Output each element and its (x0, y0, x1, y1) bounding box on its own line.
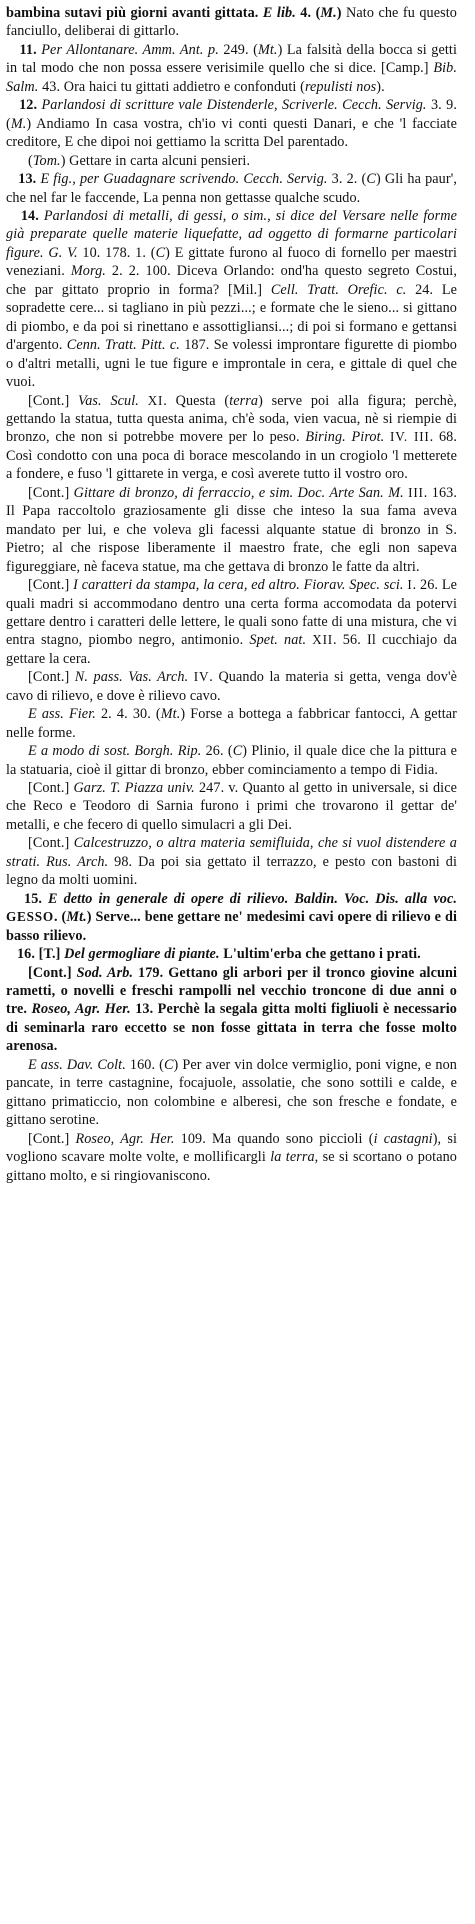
entry-text: [Cont.] (28, 484, 74, 501)
citation-text: Per Allontanare. Amm. Ant. p. (41, 41, 219, 58)
entry-text: [Cont.] (28, 964, 77, 981)
entry-text: Nato che fu questo fanciullo, deliberai di gittarlo. (6, 5, 458, 40)
entry-text: ) La falsità della bocca si getti in tal modo che non possa essere verisimile quello che si dice. [Camp.] (6, 41, 457, 77)
citation-text: Tom. (32, 152, 61, 169)
entry-text: ) Serve... (86, 909, 145, 926)
citation-text: Mt. (66, 909, 87, 926)
citation-text: Sod. Arb. (76, 964, 134, 981)
sense-number: ] (55, 946, 65, 963)
entry-text: 2. 2. 100. Diceva Orlando: ond'ha questo segreto Costui, che par gittato proprio in forma? [Mil.] (6, 263, 457, 298)
entry-text: 187. Se volessi improntare figurette di piombo o d'altri metalli, ugni le tue figure e improntale in cera, e gittale di quel che vuoi. (6, 337, 457, 391)
entry-text: ) Per aver vin dolce vermiglio, poni vigne, e non pancate, in terre castagnine, focajuole, assolatie, che sono sottili e calde, e gittano primaticcio, non colombine e alberesi, che son fresche e fondate, e gittano serotine. (6, 1056, 457, 1129)
entry-paragraph (6, 392, 457, 484)
citation-text: I caratteri da stampa, la cera, ed altro. Fiorav. Spec. sci. (73, 577, 404, 594)
entry-paragraph (6, 945, 457, 963)
citation-text: Cell. Tratt. Orefic. c. (270, 281, 407, 298)
entry-text: XI (147, 392, 164, 408)
entry-paragraph (6, 170, 457, 207)
entry-text: 24. Le sopradette cere... si tagliano in più pezzi...; e formate che le sieno... si gittano di piombo, e da poi si rinettano e assottigliansi...; di poi si formano e gettansi d'argento. (6, 281, 457, 354)
entry-text: ) serve poi alla figura; perchè, gettando la statua, tutta questa anima, ch'è soda, vien vacua, nè si riempie di bronzo, che non si potrebbe movere per lo peso. (6, 392, 457, 446)
entry-text: 2. 4. 30. ( (95, 706, 161, 723)
entry-text: 160. ( (125, 1056, 164, 1073)
entry-paragraph (6, 1130, 457, 1185)
entry-text: ) Andiamo In casa vostra, ch'io vi conti questi Danari, e che 'l facciate creditore, E che dipoi noi gettiamo la scritta Del parentado. (6, 115, 457, 151)
entry-text: 109. Ma quando sono piccioli ( (174, 1130, 374, 1147)
entry-text: [Cont.] (28, 392, 79, 409)
sense-number: 15. (24, 890, 49, 907)
entry-text: ) Forse a bottega a fabbricar fantocci, A gettar nelle forme. (6, 706, 457, 741)
entry-text: . Questa ( (163, 392, 230, 409)
entry-text (6, 946, 17, 962)
sense-number: T. (43, 946, 56, 963)
entry-text (6, 171, 18, 187)
citation-text: Gittare di bronzo, di ferraccio, e sim. Doc. Arte San. M. (73, 484, 404, 501)
entry-paragraph (6, 96, 457, 151)
entry-text: [Cont.] (28, 577, 74, 594)
entry-text (6, 97, 19, 113)
citation-text: E ass. Fier. (28, 706, 96, 723)
entry-text: 3. 9. ( (6, 97, 457, 132)
entry-text: IV. III (390, 429, 430, 445)
entry-text: L'ultim'erba che gettano i prati. (219, 946, 421, 963)
citation-text: E lib. (262, 5, 296, 21)
entry-text: . 56. Il cucchiajo da gettare la cera. (6, 632, 458, 667)
entry-text: [Cont.] (28, 835, 74, 852)
entry-paragraph (6, 834, 457, 889)
citation-text: Vas. Scul. (78, 392, 139, 409)
entry-text: IV (193, 669, 210, 685)
entry-text: 247. v. Quanto al getto in universale, si dice che Reco e Teodoro di Sarnia furono i primi che trovarono il gettar de' metalli, e che fecero di quello simulacri a gli Dei. (6, 780, 457, 833)
citation-text: E fig., per Guadagnare scrivendo. Cecch. Servig. (40, 171, 328, 188)
citation-text: Garz. T. Piazza univ. (73, 780, 195, 797)
entry-text: ). (376, 78, 385, 95)
entry-text (6, 891, 24, 907)
entry-paragraph (6, 705, 457, 742)
entry-paragraph (6, 1056, 457, 1130)
entry-text: . ( (53, 909, 67, 926)
entry-paragraph (6, 668, 457, 705)
citation-text: i castagni (373, 1130, 433, 1147)
entry-text: ) Gettare in carta alcuni pensieri. (60, 152, 251, 169)
citation-text: Morg. (70, 263, 106, 280)
citation-text: Spet. nat. (249, 632, 307, 649)
sense-number: 12. (19, 97, 42, 114)
entry-text: bene gettare ne' medesimi cavi opere di rilievo e di basso rilievo. (6, 909, 457, 944)
entry-text: XII (312, 632, 333, 648)
citation-text: Cenn. Tratt. Pitt. c. (66, 337, 180, 354)
entry-text: 98. Da poi sia gettato il terrazzo, e pesto con bastoni di legno da molti uomini. (6, 853, 457, 889)
citation-text: E detto in generale di opere di rilievo. Baldin. Voc. Dis. alla voc. (48, 890, 457, 907)
entry-text: . 26. Le quali madri si accommodano dentro una certa forma accomodata da potervi gettare dentro i caratteri delle lettere, le quali sono fatte di una mistura, che vi entra stagno, piombo negro, antimonio. (6, 577, 457, 649)
citation-text: Mt. (160, 706, 181, 723)
entry-text: [Cont.] (28, 1130, 76, 1147)
citation-text: N. pass. Vas. Arch. (74, 669, 189, 686)
entry-text: ( (28, 152, 33, 169)
entry-text: 43. Ora haici tu gittati addietro e confonduti ( (38, 78, 305, 95)
entry-text: 26. ( (201, 743, 233, 760)
entry-text: ) E gittate furono al fuoco di fornello per maestri veneziani. (6, 244, 458, 280)
entry-text: 4. ( (295, 5, 321, 21)
entry-text: III (408, 484, 424, 500)
citation-text: E a modo di sost. Borgh. Rip. (28, 743, 202, 760)
entry-text (6, 208, 21, 224)
entry-paragraph (6, 4, 457, 41)
citation-text: C (232, 743, 243, 760)
entry-text: ), si vogliono scavare molte volte, e mollificargli (6, 1130, 457, 1166)
citation-text: Parlandosi di metalli, di gessi, o sim., si dice del Versare nelle forme già preparate quelle materie liquefatte, ad oggetto di formarne particolari figure. G. V. (6, 207, 457, 261)
citation-text: repulisti nos (304, 78, 377, 95)
entry-text: [Cont.] (28, 669, 75, 686)
entry-text (139, 393, 148, 409)
citation-text: Parlandosi di scritture vale Distenderle, Scriverle. Cecch. Servig. (41, 97, 427, 114)
entry-text: . 163. Il Papa raccoltolo graziosamente gli disse che inteso la sua fama aveva mandato per lui, e che voleva gli facessi alquante statue di bronzo in S. Pietro; al che rispose liberamente il maestro frate, che egli non sapeva figureggiare, nè faceva statue, ma che gettava di bronzo le fatte da altri. (6, 484, 457, 575)
citation-text: M. (320, 5, 337, 21)
entry-text: I (407, 577, 413, 593)
citation-text: C (366, 171, 376, 188)
entry-text: GESSO (6, 909, 54, 925)
citation-text: Calcestruzzo, o altra materia semifluida, che si vuol distendere a strati. Rus. Arch. (6, 835, 457, 870)
entry-text: 179. Gettano gli arbori per il tronco giovine alcuni rametti, o novelli e freschi rampolli nel vecchio troncone di due anni o tre. (6, 964, 457, 1018)
citation-text: terra (229, 392, 259, 409)
entry-text: 10. 178. 1. ( (77, 244, 156, 261)
entry-text: 13. Perchè la segala gitta molti figliuoli è necessario di seminarla raro eccetto se non fosse gittata in terra che fosse molto arenosa. (6, 1001, 457, 1055)
entry-text: ) Gli ha paur', che nel far le faccende, La penna non gettasse qualche scudo. (6, 171, 458, 206)
entry-paragraph (6, 779, 457, 834)
sense-number: 16. [ (16, 946, 44, 963)
citation-text: C (163, 1056, 174, 1073)
entry-text: . 68. Così condotto con una poca di borace mescolando in un crogiolo 'l metterete a fondere, e fuso 'l gittarete in verga, e così averete tutto il vostro oro. (6, 429, 457, 483)
entry-paragraph (6, 207, 457, 392)
entry-text: , se si scortano o potano gittano molto, e si ringiovaniscono. (6, 1149, 457, 1184)
entry-paragraph (6, 964, 457, 1056)
sense-number: 14. (20, 207, 44, 224)
citation-text: Bib. Salm. (6, 60, 457, 95)
citation-text: Del germogliare di piante. (64, 946, 220, 963)
entry-text: . Quando la materia si getta, venga dov'è cavo di rilievo, e dove è rilievo cavo. (6, 669, 457, 704)
entry-text: [Cont.] (28, 780, 74, 797)
sense-number: 13. (18, 171, 41, 188)
entry-paragraph (6, 890, 457, 945)
sense-number: 11. (19, 41, 42, 58)
citation-text: Roseo, Agr. Her. (31, 1001, 131, 1018)
entry-paragraph (6, 576, 457, 668)
citation-text: Roseo, Agr. Her. (75, 1130, 175, 1147)
entry-text: bambina sutavi più giorni avanti gittata. (6, 5, 263, 21)
entry-text: ) (336, 5, 342, 21)
citation-text: la terra (270, 1149, 315, 1166)
citation-text: Biring. Pirot. (305, 429, 385, 446)
citation-text: C (155, 244, 166, 261)
entry-paragraph (6, 152, 457, 170)
entry-paragraph (6, 742, 457, 779)
citation-text: E ass. Dav. Colt. (28, 1056, 126, 1073)
citation-text: Mt. (257, 41, 278, 58)
entry-paragraph (6, 484, 457, 576)
entry-text: ) Plinio, il quale dice che la pittura e la statuaria, cioè il gittar di bronzo, ebber cominciamento a tempo di Fidia. (6, 743, 457, 778)
citation-text: M. (10, 115, 27, 132)
entry-paragraph (6, 41, 457, 96)
entry-text (6, 42, 20, 58)
entry-text: 249. ( (218, 41, 258, 58)
entry-text: 3. 2. ( (327, 171, 367, 188)
